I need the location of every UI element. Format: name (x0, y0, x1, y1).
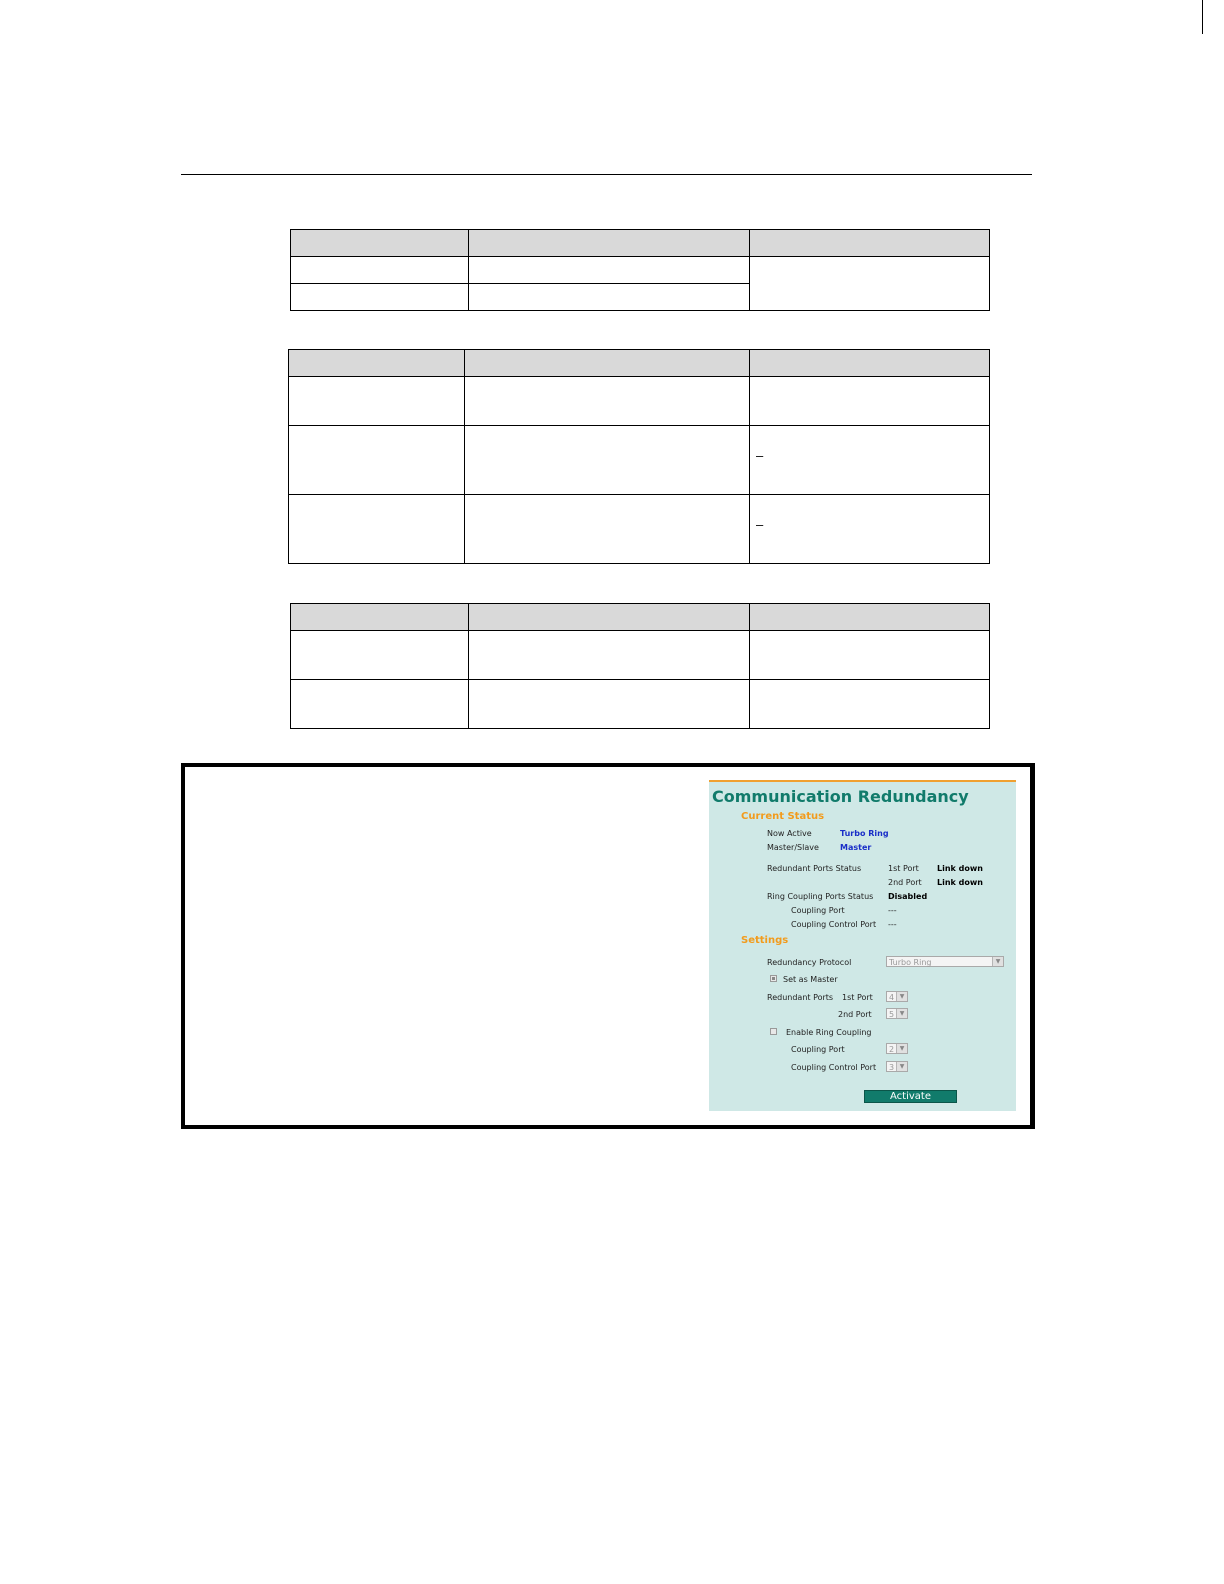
enable-ring-coupling-label: Enable Ring Coupling (786, 1028, 872, 1037)
now-active-value: Turbo Ring (840, 829, 889, 838)
first-port-select[interactable] (886, 991, 908, 1002)
ring-coupling-status-label: Ring Coupling Ports Status (767, 892, 874, 901)
chevron-down-icon: ▼ (896, 1009, 907, 1018)
setting-coupling-control-port-value: 3 (889, 1063, 895, 1072)
setting-coupling-port-select[interactable] (886, 1043, 908, 1054)
communication-redundancy-panel (709, 780, 1016, 1111)
now-active-label: Now Active (767, 829, 812, 838)
dash-mark: – (756, 448, 764, 463)
chevron-down-icon: ▼ (992, 957, 1003, 966)
second-port-label: 2nd Port (838, 1010, 872, 1019)
redundant-ports-label: Redundant Ports (767, 993, 834, 1002)
settings-heading: Settings (741, 935, 789, 946)
header-rule (181, 174, 1032, 175)
setting-coupling-port-label: Coupling Port (791, 1045, 845, 1054)
set-as-master-label: Set as Master (783, 975, 838, 984)
chevron-down-icon: ▼ (896, 1062, 907, 1071)
port1-label: 1st Port (888, 864, 919, 873)
first-port-value: 4 (889, 993, 895, 1002)
redundancy-protocol-label: Redundancy Protocol (767, 958, 852, 967)
second-port-value: 5 (889, 1010, 895, 1019)
table-row (289, 426, 990, 495)
master-slave-label: Master/Slave (767, 843, 819, 852)
set-as-master-checkbox[interactable] (770, 975, 777, 982)
second-port-select[interactable] (886, 1008, 908, 1019)
table-row (291, 257, 990, 284)
coupling-control-port-value: --- (888, 920, 897, 929)
coupling-port-value: --- (888, 906, 897, 915)
setting-coupling-control-port-label: Coupling Control Port (791, 1063, 877, 1072)
setting-coupling-control-port-select[interactable] (886, 1061, 908, 1072)
spec-table-1 (290, 229, 990, 311)
table-row (289, 495, 990, 564)
table-header-row (291, 230, 990, 257)
redundant-ports-status-label: Redundant Ports Status (767, 864, 862, 873)
table-row (289, 377, 990, 426)
chevron-down-icon: ▼ (896, 1044, 907, 1053)
page-corner-line (1202, 0, 1203, 34)
table-header-row (289, 350, 990, 377)
coupling-port-label: Coupling Port (791, 906, 845, 915)
first-port-label: 1st Port (842, 993, 873, 1002)
master-slave-value: Master (840, 843, 872, 852)
table-header-row (291, 604, 990, 631)
port1-status: Link down (937, 864, 983, 873)
port2-label: 2nd Port (888, 878, 922, 887)
redundancy-protocol-select[interactable] (886, 956, 1004, 967)
redundancy-protocol-value: Turbo Ring (889, 958, 932, 967)
table-row (291, 680, 990, 729)
table-row (291, 631, 990, 680)
spec-table-2 (288, 349, 990, 564)
chevron-down-icon: ▼ (896, 992, 907, 1001)
current-status-heading: Current Status (741, 811, 825, 822)
activate-button[interactable]: Activate (864, 1090, 957, 1103)
setting-coupling-port-value: 2 (889, 1045, 895, 1054)
dash-mark: – (756, 517, 764, 532)
spec-table-3 (290, 603, 990, 729)
port2-status: Link down (937, 878, 983, 887)
page-title: Communication Redundancy (712, 787, 969, 806)
coupling-control-port-label: Coupling Control Port (791, 920, 877, 929)
enable-ring-coupling-checkbox[interactable] (770, 1028, 777, 1035)
ring-coupling-status-value: Disabled (888, 892, 928, 901)
